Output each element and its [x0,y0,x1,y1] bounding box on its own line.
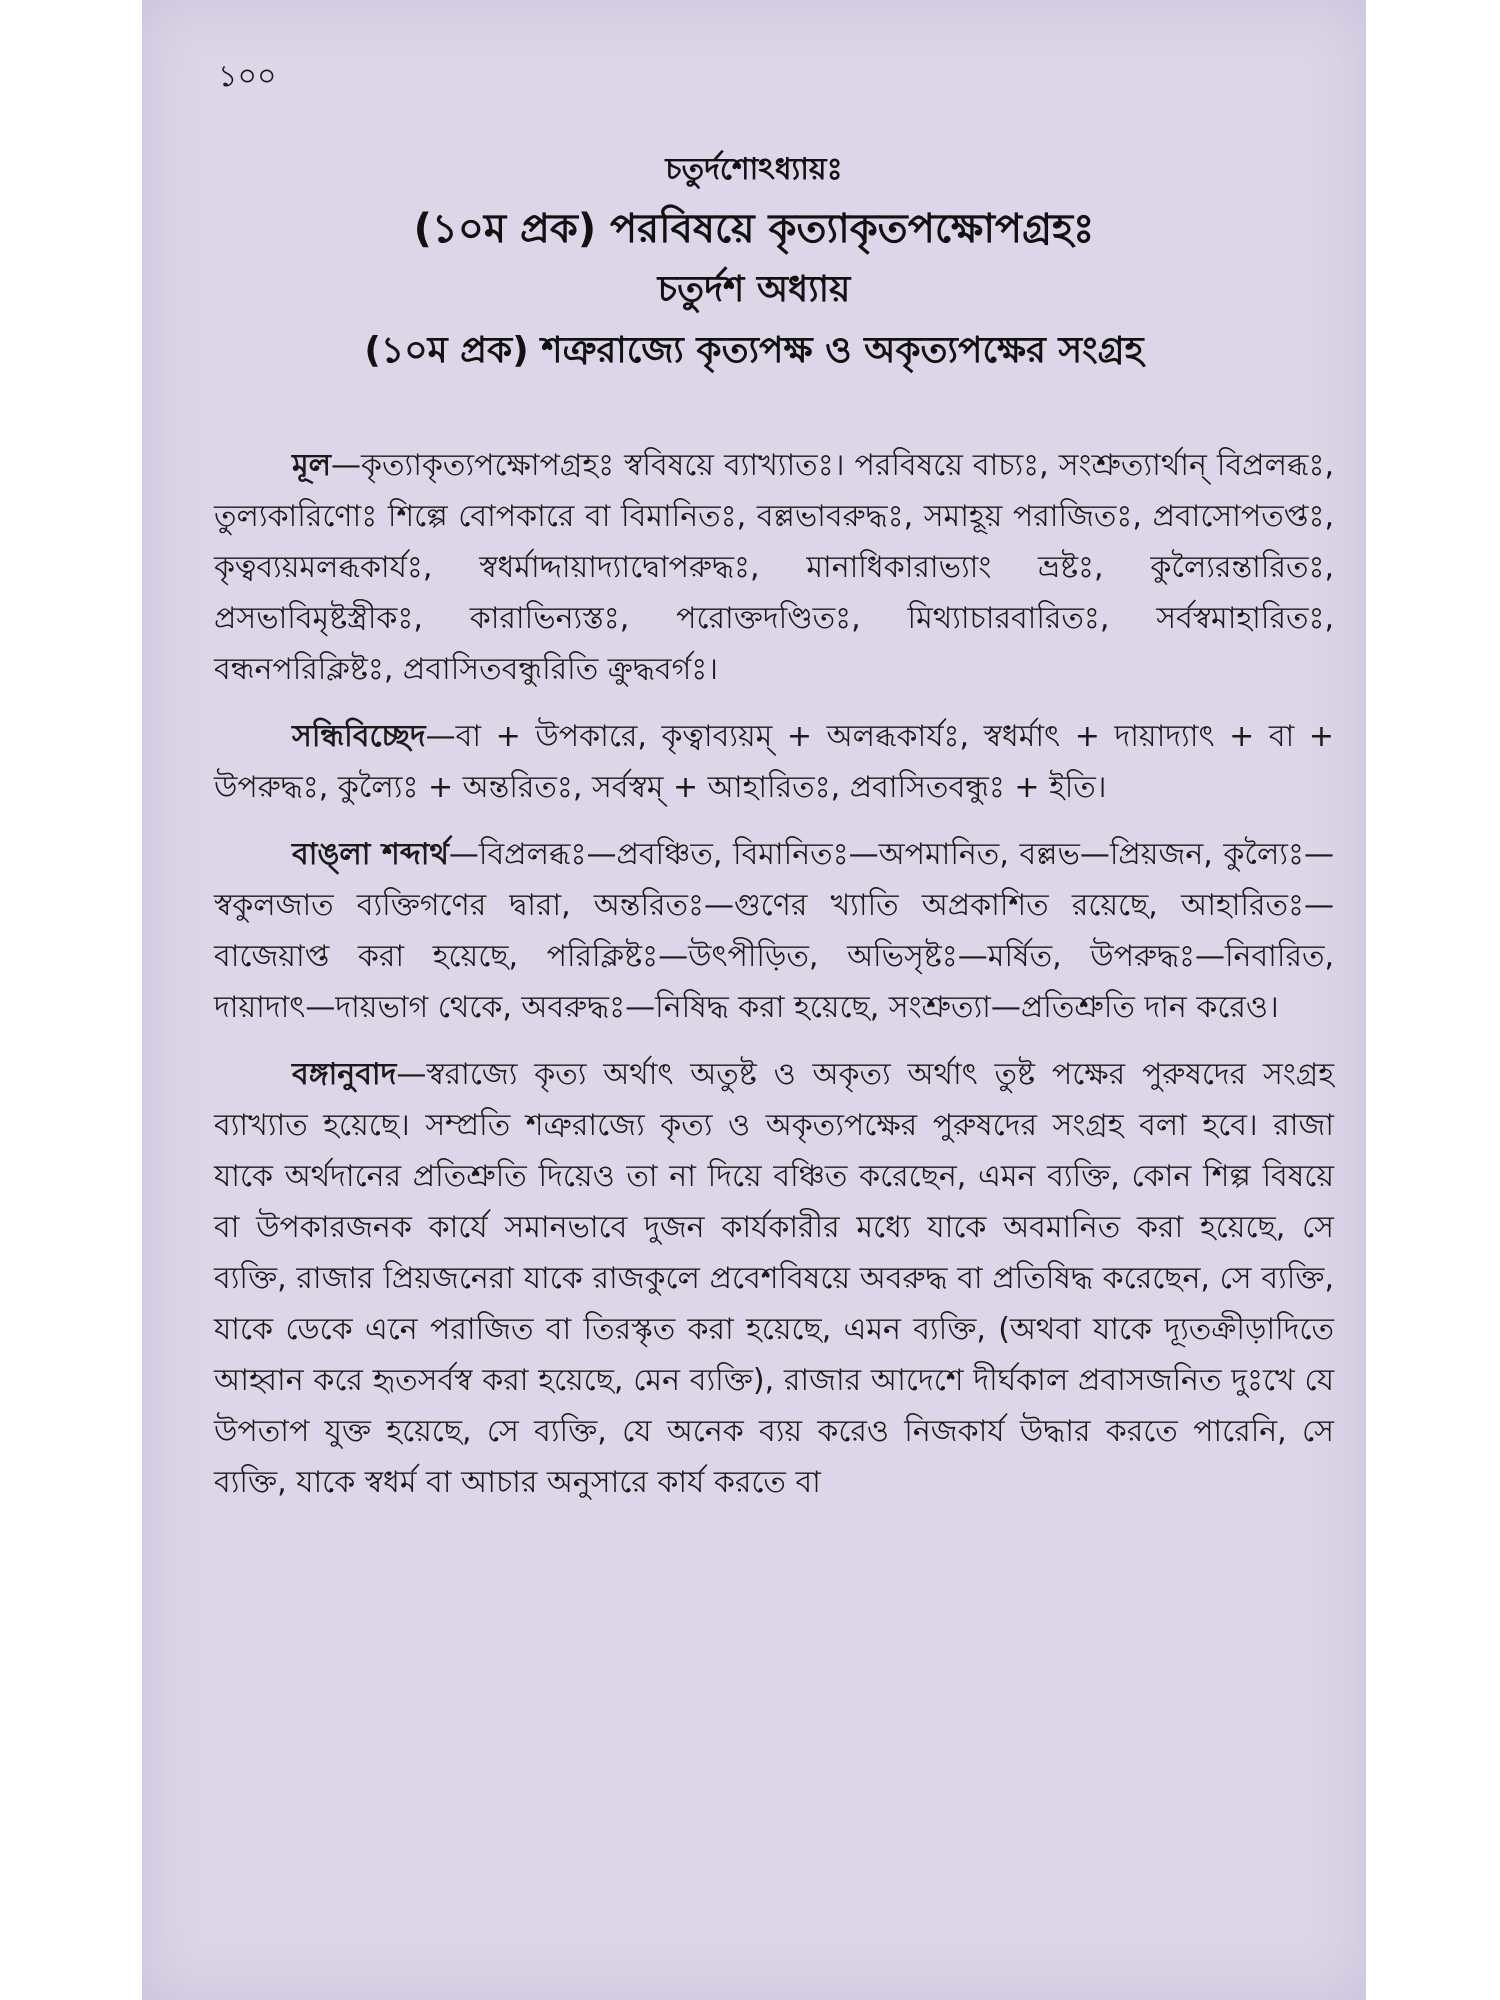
section-title-bengali: (১০ম প্রক) শত্রুরাজ্যে কৃত্যপক্ষ ও অকৃত্যপক্ষের সংগ্রহ [364,330,1144,371]
chapter-headings [142,142,1366,382]
paragraph-text: —বিপ্রলব্ধঃ—প্রবঞ্চিত, বিমানিতঃ—অপমানিত, বল্লভ—প্রিয়জন, কুল্যৈঃ—স্বকুলজাত ব্যক্তিগণের দ্বারা, অন্তরিতঃ—গুণের খ্যাতি অপ্রকাশিত রয়েছে, আহারিতঃ—বাজেয়াপ্ত করা হয়েছে, পরিক্লিষ্টঃ—উৎপীড়িত, অভিসৃষ্টঃ—মর্ষিত, উপরুদ্ধঃ—নিবারিত, দায়াদাৎ—দায়ভাগ থেকে, অবরুদ্ধঃ—নিষিদ্ধ করা হয়েছে, সংশ্রুত্যা—প্রতিশ্রুতি দান করেও। [214,837,1334,1025]
paragraph-label: বাঙ্‌লা শব্দার্থ [292,837,449,872]
paragraph-label: সন্ধিবিচ্ছেদ [292,719,426,754]
paragraph-word-meanings [214,829,1334,1033]
page-body [214,440,1334,1524]
paragraph-sandhi-viccheda [214,711,1334,813]
paragraph-mula [214,440,1334,695]
section-title-sanskrit: (১০ম প্রক) পরবিষয়ে কৃত্যাকৃতপক্ষোপগ্রহঃ [413,206,1095,252]
chapter-heading-sanskrit: চতুর্দশোঽধ্যায়ঃ [665,152,843,187]
paragraph-text: —স্বরাজ্যে কৃত্য অর্থাৎ অতুষ্ট ও অকৃত্য অর্থাৎ তুষ্ট পক্ষের পুরুষদের সংগ্রহ ব্যাখ্যাত হয়েছে। সম্প্রতি শত্রুরাজ্যে কৃত্য ও অকৃত্যপক্ষের পুরুষদের সংগ্রহ বলা হবে। রাজা যাকে অর্থদানের প্রতিশ্রুতি দিয়েও তা না দিয়ে বঞ্চিত করেছেন, এমন ব্যক্তি, কোন শিল্প বিষয়ে বা উপকারজনক কার্যে সমানভাবে দুজন কার্যকারীর মধ্যে যাকে অবমানিত করা হয়েছে, সে ব্যক্তি, রাজার প্রিয়জনেরা যাকে রাজকুলে প্রবেশবিষয়ে অবরুদ্ধ বা প্রতিষিদ্ধ করেছেন, সে ব্যক্তি, যাকে ডেকে এনে পরাজিত বা তিরস্কৃত করা হয়েছে, এমন ব্যক্তি, (অথবা যাকে দ্যূতক্রীড়াদিতে আহ্বান করে হৃতসর্বস্ব করা হয়েছে, মেন ব্যক্তি), রাজার আদেশে দীর্ঘকাল প্রবাসজনিত দুঃখে যে উপতাপ যুক্ত হয়েছে, সে ব্যক্তি, যে অনেক ব্যয় করেও নিজকার্য উদ্ধার করতে পারেনি, সে ব্যক্তি, যাকে স্বধর্ম বা আচার অনুসারে কার্য করতে বা [214,1057,1334,1500]
paragraph-text: —কৃত্যাকৃত্যপক্ষোপগ্রহঃ স্ববিষয়ে ব্যাখ্যাতঃ। পরবিষয়ে বাচ্যঃ, সংশ্রুত্যার্থান্‌ বিপ্রলব্ধঃ, তুল্যকারিণোঃ শিল্পে বোপকারে বা বিমানিতঃ, বল্লভাবরুদ্ধঃ, সমাহূয় পরাজিতঃ, প্রবাসোপতপ্তঃ, কৃত্বব্যয়মলব্ধকার্যঃ, স্বধর্মাদ্দায়াদ্যাদ্বোপরুদ্ধঃ, মানাধিকারাভ্যাং ভ্রষ্টঃ, কুল্যৈরন্তারিতঃ, প্রসভাবিমৃষ্টস্ত্রীকঃ, কারাভিন্যস্তঃ, পরোক্তদণ্ডিতঃ, মিথ্যাচারবারিতঃ, সর্বস্বমাহারিতঃ, বন্ধনপরিক্লিষ্টঃ, প্রবাসিতবন্ধুরিতি ক্রুদ্ধবর্গঃ। [214,448,1334,687]
page-number: ১০০ [218,59,277,94]
paragraph-text: —বা + উপকারে, কৃত্বাব্যয়ম্‌ + অলব্ধকার্যঃ, স্বধর্মাৎ + দায়াদ্যাৎ + বা + উপরুদ্ধঃ, কুল্যৈঃ + অন্তরিতঃ, সর্বস্বম্‌ + আহারিতঃ, প্রবাসিতবন্ধুঃ + ইতি। [214,719,1334,805]
paragraph-label: মূল [292,448,332,483]
paragraph-label: বঙ্গানুবাদ [292,1057,397,1092]
chapter-heading-bengali: চতুর্দশ অধ্যায় [657,269,851,310]
paragraph-translation [214,1049,1334,1508]
book-page [142,0,1366,2000]
